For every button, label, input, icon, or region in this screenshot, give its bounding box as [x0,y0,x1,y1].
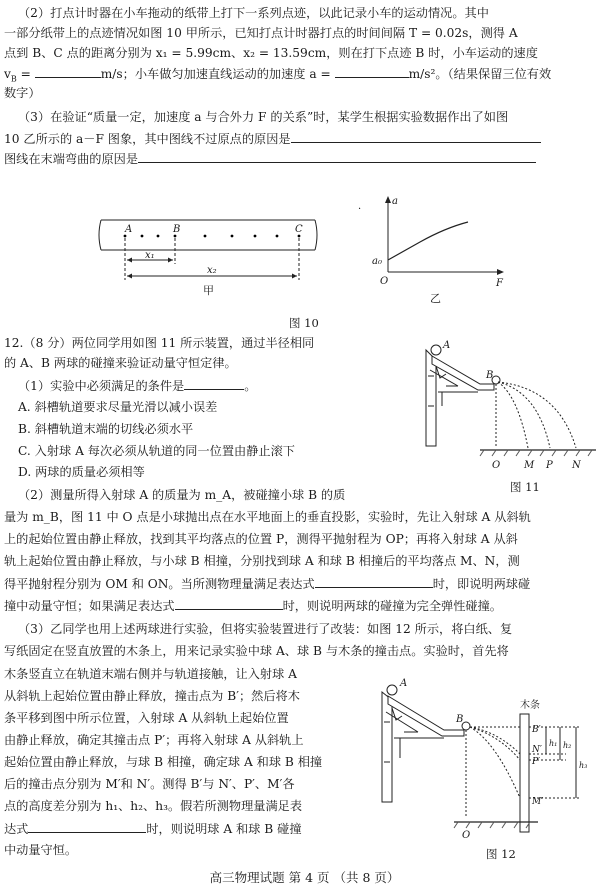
q12-p3-line10: 达式 时，则说明球 A 和球 B 碰撞 [4,822,302,836]
q12-option-a: A. 斜槽轨道要求尽量光滑以减小误差 [18,400,218,414]
q12-p3-line7: 起始位置由静止释放，与球 B 相撞，确定球 A 和球 B 相撞 [4,755,323,769]
fig12-label-wood: 木条 [520,700,540,711]
q12-p3-line3: 木条竖直立在轨道末端右侧并与轨道接触，让入射球 A [4,667,297,681]
fig12-label-mp: M′ [532,797,544,807]
q11-p3-line3: 图线在末端弯曲的原因是 [4,151,536,167]
q12-p3-line4: 从斜轨上起始位置由静止释放，撞击点为 B′；然后将木 [4,689,300,703]
answer-blank-vb[interactable] [35,66,101,78]
fig12-ball-a [387,685,397,695]
q11-p2-line3: 点到 B、C 点的距离分别为 x₁ = 5.99cm、x₂ = 13.59cm，则在打下点迹 B 时，小车运动的速度 [4,46,538,60]
q12-p3-line6: 由静止释放，确定其撞击点 P′；再将入射球 A 从斜轨上 [4,733,304,747]
q12-p2-line5: 得平抛射程分别为 OM 和 ON。当所测物理量满足表达式 时，即说明两球碰 [4,577,531,591]
answer-blank-curve[interactable] [138,151,536,163]
fig12-apparatus [370,672,595,844]
answer-blank-momentum[interactable] [315,576,433,588]
fig12-label-o: O [462,830,471,841]
q12-p2-line6: 撞中动量守恒；如果满足表达式 时，则说明两球的碰撞为完全弹性碰撞。 [4,599,502,613]
fig11-label-a: A [443,340,451,351]
fig11-label-p: P [546,460,553,471]
answer-blank-conditions[interactable] [184,378,244,390]
q12-p2-line4: 轨上起始位置由静止释放，与小球 B 相撞，分别找到球 A 和球 B 相撞后的平均落点 M、N，测 [4,554,520,568]
q12-p3-line11: 中动量守恒。 [4,843,78,857]
q12-p3-line8: 后的撞击点分别为 M′和 N′。测得 B′与 N′、P′、M′各 [4,777,295,791]
q12-p3-line5: 条平移到图中所示位置，入射球 A 从斜轨上起始位置 [4,711,289,725]
fig12-caption: 图 12 [486,847,516,861]
tape-label-x1: x₁ [145,250,155,261]
fig11-label-n: N [572,460,581,471]
ball-a [431,345,441,355]
q11-p3-line1: （3）在验证“质量一定，加速度 a 与合外力 F 的关系”时，某学生根据实验数据作出了如图 [18,110,509,124]
q12-option-d: D. 两球的质量必须相等 [18,465,145,479]
fig12-label-h3: h₃ [579,761,588,770]
graph-origin: O [380,276,389,287]
wood-strip [520,714,529,832]
fig12-label-bp: B′ [532,725,541,735]
fig11-caption: 图 11 [510,480,540,494]
q11-p2-line2: 一部分纸带上的点迹情况如图 10 甲所示，已知打点计时器打点的时间间隔 T = 0.02s，测得 A [4,26,518,40]
tape-label-c: C [295,224,303,235]
fig10-caption: 图 10 [289,316,319,330]
q12-p2-line1: （2）测量所得入射球 A 的质量为 m_A，被碰撞小球 B 的质 [18,488,346,502]
answer-blank-fig12[interactable] [28,821,146,833]
tape-label-x2: x₂ [207,265,217,276]
answer-blank-elastic[interactable] [175,598,283,610]
q12-option-b: B. 斜槽轨道末端的切线必须水平 [18,422,194,436]
fig11-label-o: O [492,460,501,471]
q12-head: 12.（8 分）两位同学用如图 11 所示装置，通过半径相同 [4,336,315,350]
graph-speck: · [358,204,362,215]
fig12-label-a: A [400,678,408,689]
tape-label-b: B [173,224,181,235]
q12-line2: 的 A、B 两球的碰撞来验证动量守恒定律。 [4,356,237,370]
fig11-label-b: B [486,370,494,381]
q12-option-c: C. 入射球 A 每次必须从轨道的同一位置由静止滚下 [18,444,295,458]
q11-p2-line5: 数字） [4,86,41,100]
q12-p2-line2: 量为 m_B，图 11 中 O 点是小球抛出点在水平地面上的垂直投影，实验时，先让入射球 A 从斜轨 [4,510,531,524]
q12-p2-line3: 上的起始位置由静止释放，找到其平均落点的位置 P，测得平抛射程为 OP；再将入射球 A 从斜 [4,532,518,546]
fig12-label-b: B [456,714,464,725]
fig12-label-np: N′ [532,745,542,755]
q11-p3-line2: 10 乙所示的 a－F 图象，其中图线不过原点的原因是 [4,131,541,147]
q12-p3-line1: （3）乙同学也用上述两球进行实验，但将实验装置进行了改装：如图 12 所示，将白纸、复 [18,622,513,636]
graph-axis-a: a [392,196,398,207]
tape-label-a: A [125,224,133,235]
graph-axis-f: F [496,278,503,289]
fig10-af-graph [340,190,520,310]
q12-p3-line2: 写纸固定在竖直放置的木条上，用来记录实验中球 A、球 B 与木条的撞击点。实验时，首先将 [4,644,509,658]
fig11-label-m: M [524,460,535,471]
fig12-label-h2: h₂ [563,741,572,750]
page-footer: 高三物理试题 第 4 页 （共 8 页） [209,870,400,885]
graph-caption: 乙 [430,292,441,305]
answer-blank-offset[interactable] [291,131,541,143]
fig11-apparatus [418,336,603,476]
answer-blank-a[interactable] [335,66,409,78]
graph-curve [388,222,468,260]
fig12-label-pp: P′ [532,757,541,767]
graph-label-a0: a₀ [372,256,382,267]
tape-caption: 甲 [203,284,214,297]
q12-p3-line9: 点的高度差分别为 h₁、h₂、h₃。假若所测物理量满足表 [4,799,303,813]
tape-dots [124,235,301,238]
q12-p1: （1）实验中必须满足的条件是 。 [18,379,257,393]
q11-p2-line1: （2）打点计时器在小车拖动的纸带上打下一系列点迹，以此记录小车的运动情况。其中 [18,6,489,20]
fig12-label-h1: h₁ [549,739,558,748]
fig10-tape-diagram [95,208,320,300]
q11-p2-line4: $v_B = m/s$；小车做匀加速直线运动的加速度 a = m/s²。（结果保留三位有效 [4,67,552,84]
